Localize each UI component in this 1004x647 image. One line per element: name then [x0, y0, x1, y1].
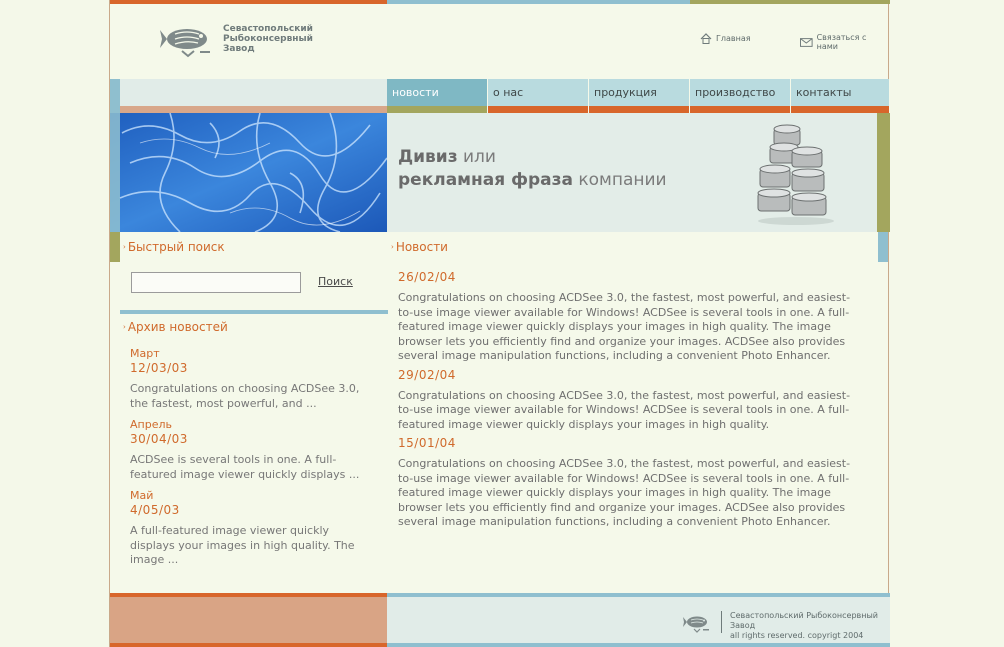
footer-strip — [387, 643, 890, 647]
chevron-right-icon: › — [123, 323, 126, 331]
quick-search-title — [123, 240, 225, 254]
nav-item-news[interactable] — [387, 79, 488, 113]
nav-underline — [791, 106, 890, 113]
nav-label-news: новости — [387, 79, 488, 106]
nav-item-production[interactable] — [690, 79, 791, 113]
news-date[interactable]: 15/01/04 — [398, 436, 456, 450]
nav-label-production: производство — [690, 79, 791, 106]
news-archive-title — [123, 320, 228, 334]
archive-month: Май — [130, 489, 154, 502]
company-logo[interactable] — [160, 22, 320, 60]
nav-accent — [110, 79, 120, 113]
logo-line-1: Севастопольский — [223, 24, 313, 34]
home-link[interactable] — [700, 33, 751, 44]
nav-item-products[interactable] — [589, 79, 690, 113]
nav-underline — [387, 106, 488, 113]
slogan-line2-bold: рекламная фраза — [398, 170, 573, 190]
archive-item[interactable] — [130, 418, 370, 482]
nav-spacer-underline — [120, 106, 387, 113]
logo-text — [223, 24, 323, 54]
banner-slogan — [398, 146, 667, 192]
archive-item[interactable] — [130, 347, 370, 411]
news-date[interactable]: 26/02/04 — [398, 270, 456, 284]
logo-line-2: Рыбоконсервный — [223, 34, 313, 44]
nav-item-contacts[interactable] — [791, 79, 890, 113]
nav-label-products: продукция — [589, 79, 690, 106]
news-item — [398, 270, 863, 364]
water-banner-image — [110, 113, 387, 232]
news-item — [398, 436, 863, 530]
main-nav — [110, 79, 890, 113]
news-archive-label: Архив новостей — [127, 320, 228, 334]
fish-logo-icon — [160, 24, 218, 58]
logo-line-3: Завод — [223, 44, 255, 54]
slogan-line2-rest: компании — [572, 170, 667, 190]
archive-excerpt: ACDSee is several tools in one. A full-featured image viewer quickly displays ... — [130, 453, 360, 481]
contact-link-label: Связаться с нами — [816, 33, 867, 51]
slogan-line1-bold: Дивиз — [398, 147, 458, 167]
home-icon — [700, 33, 712, 44]
tin-cans-image — [752, 121, 842, 226]
fish-logo-icon — [683, 613, 713, 633]
search-button[interactable]: Поиск — [318, 275, 353, 288]
footer-right-panel — [387, 597, 890, 643]
top-strip-olive — [690, 0, 890, 4]
news-date[interactable]: 29/02/04 — [398, 367, 456, 382]
home-link-label: Главная — [716, 34, 751, 43]
archive-item[interactable] — [130, 489, 370, 568]
nav-underline — [589, 106, 690, 113]
archive-excerpt: Congratulations on choosing ACDSee 3.0, the fastest, most powerful, and ... — [130, 382, 360, 410]
page-container — [109, 0, 889, 647]
nav-label-about: о нас — [488, 79, 589, 106]
nav-spacer — [120, 79, 387, 106]
footer-left-panel — [110, 597, 387, 643]
search-divider — [120, 310, 388, 314]
chevron-right-icon: › — [123, 243, 126, 251]
archive-date[interactable]: 30/04/03 — [130, 432, 188, 446]
nav-item-about[interactable] — [488, 79, 589, 113]
top-strip-orange — [110, 0, 387, 4]
banner-slogan-panel — [387, 113, 877, 232]
news-item — [398, 368, 863, 433]
news-list — [398, 270, 863, 534]
footer-strip — [110, 643, 387, 647]
footer-company: Севастопольский Рыбоконсервный Завод — [730, 611, 878, 630]
nav-underline — [690, 106, 791, 113]
nav-label-contacts: контакты — [791, 79, 890, 106]
section-marker-right — [878, 232, 888, 262]
banner-edge-accent — [877, 113, 890, 232]
archive-excerpt: A full-featured image viewer quickly displays your images in high quality. The image ... — [130, 524, 355, 566]
footer-copyright: all rights reserved. copyrigt 2004 — [730, 631, 864, 640]
search-input[interactable] — [131, 272, 301, 293]
news-text: Congratulations on choosing ACDSee 3.0, the fastest, most powerful, and easiest-to-use image viewer available for Windows! ACDSee is several tools in one. A full-featured image viewer quickly displays your images in high quality. The image browser lets you efficiently find and organize your images. ACDSee also provides several image manipulation functions, including a convenient Photo Enhancer. — [398, 291, 851, 362]
contact-link[interactable] — [800, 33, 888, 51]
envelope-icon — [800, 38, 813, 47]
top-strip-teal — [387, 0, 690, 4]
news-archive-list — [130, 347, 370, 575]
chevron-right-icon: › — [391, 243, 394, 251]
archive-date[interactable]: 4/05/03 — [130, 503, 180, 517]
news-section-title — [391, 240, 448, 254]
water-pattern — [110, 113, 387, 232]
footer-text — [730, 611, 890, 641]
news-section-label: Новости — [395, 240, 448, 254]
section-marker-left — [110, 232, 120, 262]
archive-month: Март — [130, 347, 160, 360]
footer-separator — [721, 611, 722, 633]
news-text: Congratulations on choosing ACDSee 3.0, the fastest, most powerful, and easiest-to-use image viewer available for Windows! ACDSee is several tools in one. A full-featured image viewer quickly displays your images in high quality. The image browser lets you efficiently find and organize your images. ACDSee also provides several image manipulation functions, including a convenient Photo Enhancer. — [398, 457, 851, 528]
quick-search-label: Быстрый поиск — [127, 240, 225, 254]
nav-underline — [488, 106, 589, 113]
slogan-line1-rest: или — [457, 147, 496, 167]
archive-month: Апрель — [130, 418, 172, 431]
news-text: Congratulations on choosing ACDSee 3.0, the fastest, most powerful, and easiest-to-use image viewer available for Windows! ACDSee is several tools in one. A full-featured image viewer quickly displays your images in high quality. — [398, 388, 851, 431]
archive-date[interactable]: 12/03/03 — [130, 361, 188, 375]
